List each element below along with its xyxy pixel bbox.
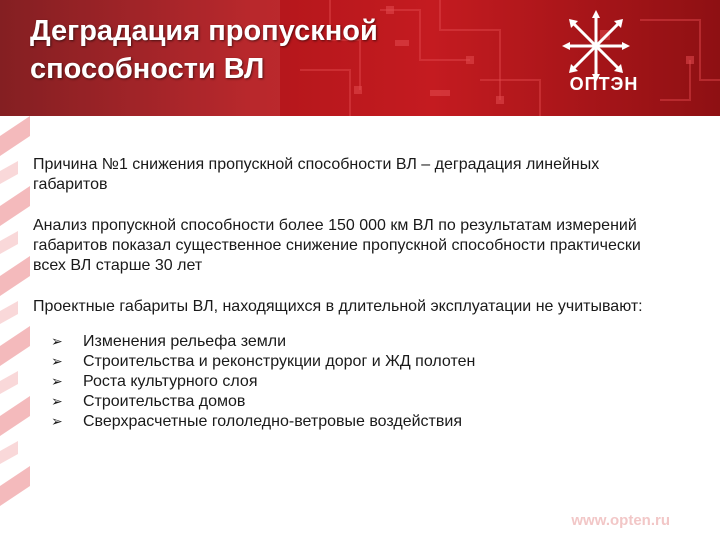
arrow-bullet-icon: ➢ xyxy=(51,393,63,409)
list-item xyxy=(51,371,673,391)
list-item xyxy=(51,391,673,411)
factors-list xyxy=(33,331,673,431)
list-item xyxy=(51,331,673,351)
list-item xyxy=(51,351,673,371)
list-item-text: Изменения рельефа земли xyxy=(83,333,287,350)
list-item-text: Строительства домов xyxy=(83,393,246,410)
title-line-1: Деградация пропускной xyxy=(30,15,378,47)
paragraph-analysis: Анализ пропускной способности более 150 000 км ВЛ по результатам измерений габаритов показал существенное снижение пропускной способности практически всех ВЛ старше 30 лет xyxy=(33,217,641,274)
list-item-text: Роста культурного слоя xyxy=(83,373,258,390)
logo-text: ОПТЭН xyxy=(569,74,639,94)
list-item xyxy=(51,411,673,431)
arrow-bullet-icon: ➢ xyxy=(51,333,63,349)
list-item-text: Строительства и реконструкции дорог и ЖД полотен xyxy=(83,353,476,370)
arrow-bullet-icon: ➢ xyxy=(51,353,63,369)
list-item-text: Сверхрасчетные гололедно-ветровые воздействия xyxy=(83,413,462,430)
arrow-bullet-icon: ➢ xyxy=(51,413,63,429)
page-title xyxy=(30,12,510,88)
header-band xyxy=(0,0,720,116)
footer-website: www.opten.ru xyxy=(571,512,670,529)
main-content xyxy=(33,155,673,431)
title-line-2: способности ВЛ xyxy=(30,53,265,85)
arrow-bullet-icon: ➢ xyxy=(51,373,63,389)
paragraph-design-dimensions: Проектные габариты ВЛ, находящихся в длительной эксплуатации не учитывают: xyxy=(33,298,643,315)
paragraph-reason: Причина №1 снижения пропускной способности ВЛ – деградация линейных габаритов xyxy=(33,156,600,193)
arrows-burst-icon xyxy=(558,8,634,84)
